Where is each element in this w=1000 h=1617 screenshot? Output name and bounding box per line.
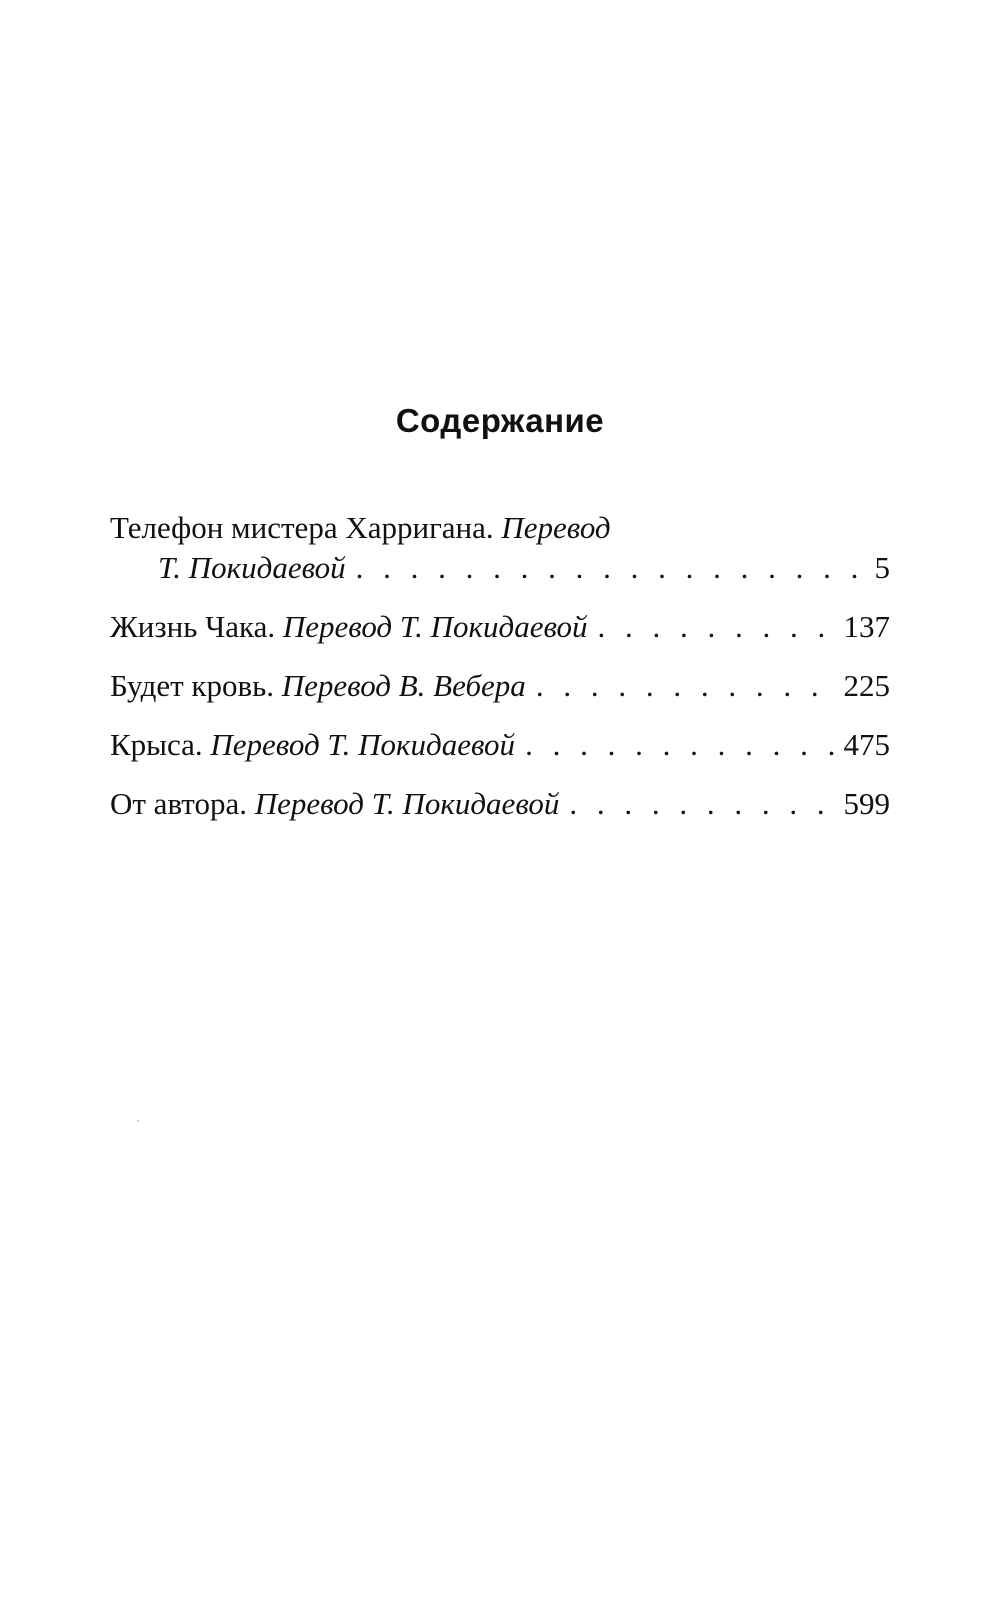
toc-entry-line: [110, 725, 890, 765]
dot-leader: [356, 548, 869, 588]
toc-entry-page: 475: [843, 727, 890, 762]
toc-entry-page: 599: [843, 786, 890, 821]
table-of-contents: [110, 508, 890, 843]
toc-entry-page: 137: [843, 609, 890, 644]
toc-entry: [110, 607, 890, 647]
dot-leader: [598, 607, 838, 647]
toc-entry-translator: Перевод: [501, 510, 611, 545]
toc-entry: [110, 725, 890, 765]
toc-entry: [110, 784, 890, 824]
toc-entry-page: 5: [874, 550, 890, 585]
toc-entry-line: [110, 548, 890, 588]
toc-entry-translator: Перевод Т. Покидаевой: [282, 609, 588, 644]
toc-title: Содержание: [395, 402, 605, 439]
toc-entry-page: 225: [843, 668, 890, 703]
toc-entry-line: [110, 508, 890, 548]
toc-entry-translator: Перевод Т. Покидаевой: [210, 727, 516, 762]
toc-entry-title: От автора.: [110, 786, 247, 821]
dot-leader: [569, 784, 837, 824]
toc-entry-title: Будет кровь.: [110, 668, 274, 703]
toc-entry-translator: Перевод В. Вебера: [281, 668, 526, 703]
dot-leader: [525, 725, 837, 765]
print-speck: [137, 1120, 139, 1122]
toc-entry-line: [110, 784, 890, 824]
toc-entry-title: Жизнь Чака.: [110, 609, 276, 644]
toc-entry-line: [110, 607, 890, 647]
toc-entry: [110, 508, 890, 588]
toc-entry-translator: Т. Покидаевой: [158, 550, 346, 585]
toc-entry-translator: Перевод Т. Покидаевой: [254, 786, 560, 821]
toc-entry-title: Крыса.: [110, 727, 203, 762]
toc-entry: [110, 666, 890, 706]
dot-leader: [536, 666, 838, 706]
toc-entry-title: Телефон мистера Харригана.: [110, 510, 494, 545]
toc-entry-line: [110, 666, 890, 706]
